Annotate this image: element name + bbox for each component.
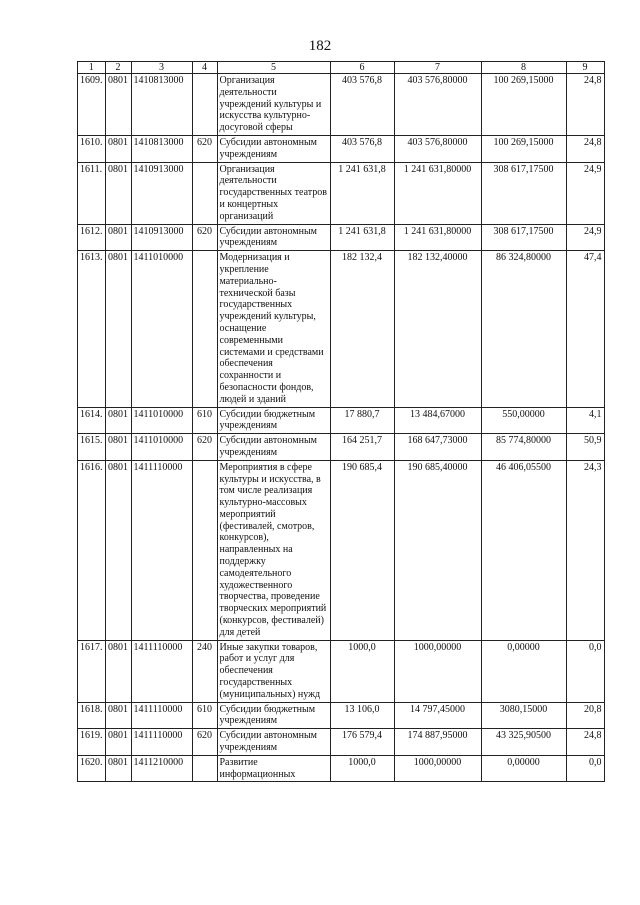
approved-amount: 182 132,4 (330, 251, 394, 407)
table-row (78, 224, 605, 251)
execution-percent: 24,8 (566, 729, 604, 756)
target-article-code: 1411110000 (131, 729, 192, 756)
target-article-code: 1410813000 (131, 135, 192, 162)
section-code: 0801 (105, 702, 131, 729)
section-code: 0801 (105, 755, 131, 782)
table-row (78, 702, 605, 729)
refined-amount: 168 647,73000 (394, 434, 481, 461)
item-name: Субсидии бюджетным учреждениям (217, 702, 330, 729)
approved-amount: 1000,0 (330, 755, 394, 782)
table-row (78, 460, 605, 640)
budget-table (77, 61, 605, 782)
section-code: 0801 (105, 729, 131, 756)
item-name: Мероприятия в сфере культуры и искусства, в том числе реализация культурно-массовых мероприятий (фестивалей, смотров, конкурсов), направленных на поддержку самодеятельного художественного творчества, проведение творческих мероприятий (конкурсов, фестивалей) для детей (217, 460, 330, 640)
expense-type-code (192, 755, 217, 782)
expense-type-code: 240 (192, 640, 217, 702)
executed-amount: 0,00000 (481, 755, 566, 782)
refined-amount: 190 685,40000 (394, 460, 481, 640)
row-number: 1612. (78, 224, 106, 251)
expense-type-code (192, 74, 217, 136)
refined-amount: 1000,00000 (394, 640, 481, 702)
execution-percent: 0,0 (566, 640, 604, 702)
execution-percent: 24,3 (566, 460, 604, 640)
section-code: 0801 (105, 135, 131, 162)
approved-amount: 1 241 631,8 (330, 224, 394, 251)
row-number: 1609. (78, 74, 106, 136)
approved-amount: 1000,0 (330, 640, 394, 702)
item-name: Субсидии автономным учреждениям (217, 434, 330, 461)
row-number: 1618. (78, 702, 106, 729)
expense-type-code (192, 251, 217, 407)
item-name: Организация деятельности государственных театров и концертных организаций (217, 162, 330, 224)
expense-type-code (192, 460, 217, 640)
row-number: 1617. (78, 640, 106, 702)
target-article-code: 1411110000 (131, 702, 192, 729)
executed-amount: 85 774,80000 (481, 434, 566, 461)
executed-amount: 46 406,05500 (481, 460, 566, 640)
expense-type-code: 620 (192, 434, 217, 461)
table-row (78, 729, 605, 756)
execution-percent: 50,9 (566, 434, 604, 461)
table-row (78, 162, 605, 224)
item-name: Организация деятельности учреждений культуры и искусства культурно-досуговой сферы (217, 74, 330, 136)
refined-amount: 1000,00000 (394, 755, 481, 782)
refined-amount: 182 132,40000 (394, 251, 481, 407)
column-header: 3 (131, 62, 192, 74)
target-article-code: 1411010000 (131, 251, 192, 407)
page-number: 182 (308, 38, 332, 54)
column-header: 5 (217, 62, 330, 74)
executed-amount: 550,00000 (481, 407, 566, 434)
item-name: Субсидии автономным учреждениям (217, 224, 330, 251)
executed-amount: 0,00000 (481, 640, 566, 702)
execution-percent: 24,8 (566, 74, 604, 136)
approved-amount: 164 251,7 (330, 434, 394, 461)
column-header: 8 (481, 62, 566, 74)
row-number: 1616. (78, 460, 106, 640)
column-header: 2 (105, 62, 131, 74)
table-row (78, 640, 605, 702)
executed-amount: 100 269,15000 (481, 135, 566, 162)
column-header: 4 (192, 62, 217, 74)
table-row (78, 251, 605, 407)
target-article-code: 1410813000 (131, 74, 192, 136)
section-code: 0801 (105, 251, 131, 407)
execution-percent: 24,8 (566, 135, 604, 162)
item-name: Субсидии автономным учреждениям (217, 729, 330, 756)
execution-percent: 0,0 (566, 755, 604, 782)
refined-amount: 1 241 631,80000 (394, 162, 481, 224)
execution-percent: 20,8 (566, 702, 604, 729)
approved-amount: 403 576,8 (330, 74, 394, 136)
refined-amount: 174 887,95000 (394, 729, 481, 756)
refined-amount: 403 576,80000 (394, 74, 481, 136)
executed-amount: 86 324,80000 (481, 251, 566, 407)
target-article-code: 1411110000 (131, 640, 192, 702)
row-number: 1611. (78, 162, 106, 224)
expense-type-code (192, 162, 217, 224)
refined-amount: 14 797,45000 (394, 702, 481, 729)
execution-percent: 24,9 (566, 224, 604, 251)
refined-amount: 13 484,67000 (394, 407, 481, 434)
section-code: 0801 (105, 224, 131, 251)
approved-amount: 176 579,4 (330, 729, 394, 756)
refined-amount: 1 241 631,80000 (394, 224, 481, 251)
target-article-code: 1411110000 (131, 460, 192, 640)
item-name: Развитие информационных (217, 755, 330, 782)
item-name: Субсидии автономным учреждениям (217, 135, 330, 162)
executed-amount: 3080,15000 (481, 702, 566, 729)
execution-percent: 47,4 (566, 251, 604, 407)
row-number: 1614. (78, 407, 106, 434)
section-code: 0801 (105, 640, 131, 702)
row-number: 1610. (78, 135, 106, 162)
table-row (78, 407, 605, 434)
expense-type-code: 620 (192, 135, 217, 162)
table-header-row (78, 62, 605, 74)
table-row (78, 135, 605, 162)
section-code: 0801 (105, 460, 131, 640)
column-header: 9 (566, 62, 604, 74)
row-number: 1615. (78, 434, 106, 461)
section-code: 0801 (105, 407, 131, 434)
row-number: 1619. (78, 729, 106, 756)
approved-amount: 403 576,8 (330, 135, 394, 162)
expense-type-code: 610 (192, 407, 217, 434)
approved-amount: 1 241 631,8 (330, 162, 394, 224)
expense-type-code: 610 (192, 702, 217, 729)
target-article-code: 1411010000 (131, 434, 192, 461)
section-code: 0801 (105, 162, 131, 224)
table-row (78, 74, 605, 136)
table-row (78, 434, 605, 461)
approved-amount: 17 880,7 (330, 407, 394, 434)
target-article-code: 1411210000 (131, 755, 192, 782)
row-number: 1613. (78, 251, 106, 407)
executed-amount: 43 325,90500 (481, 729, 566, 756)
expense-type-code: 620 (192, 224, 217, 251)
item-name: Иные закупки товаров, работ и услуг для обеспечения государственных (муниципальных) нужд (217, 640, 330, 702)
execution-percent: 24,9 (566, 162, 604, 224)
executed-amount: 308 617,17500 (481, 224, 566, 251)
section-code: 0801 (105, 74, 131, 136)
approved-amount: 190 685,4 (330, 460, 394, 640)
row-number: 1620. (78, 755, 106, 782)
executed-amount: 308 617,17500 (481, 162, 566, 224)
section-code: 0801 (105, 434, 131, 461)
target-article-code: 1410913000 (131, 162, 192, 224)
column-header: 7 (394, 62, 481, 74)
table-row (78, 755, 605, 782)
refined-amount: 403 576,80000 (394, 135, 481, 162)
target-article-code: 1411010000 (131, 407, 192, 434)
item-name: Модернизация и укрепление материально-технической базы государственных учреждений культуры, оснащение современными системами и средствами обеспечения сохранности и безопасности фондов, людей и зданий (217, 251, 330, 407)
target-article-code: 1410913000 (131, 224, 192, 251)
item-name: Субсидии бюджетным учреждениям (217, 407, 330, 434)
executed-amount: 100 269,15000 (481, 74, 566, 136)
approved-amount: 13 106,0 (330, 702, 394, 729)
expense-type-code: 620 (192, 729, 217, 756)
column-header: 6 (330, 62, 394, 74)
execution-percent: 4,1 (566, 407, 604, 434)
column-header: 1 (78, 62, 106, 74)
